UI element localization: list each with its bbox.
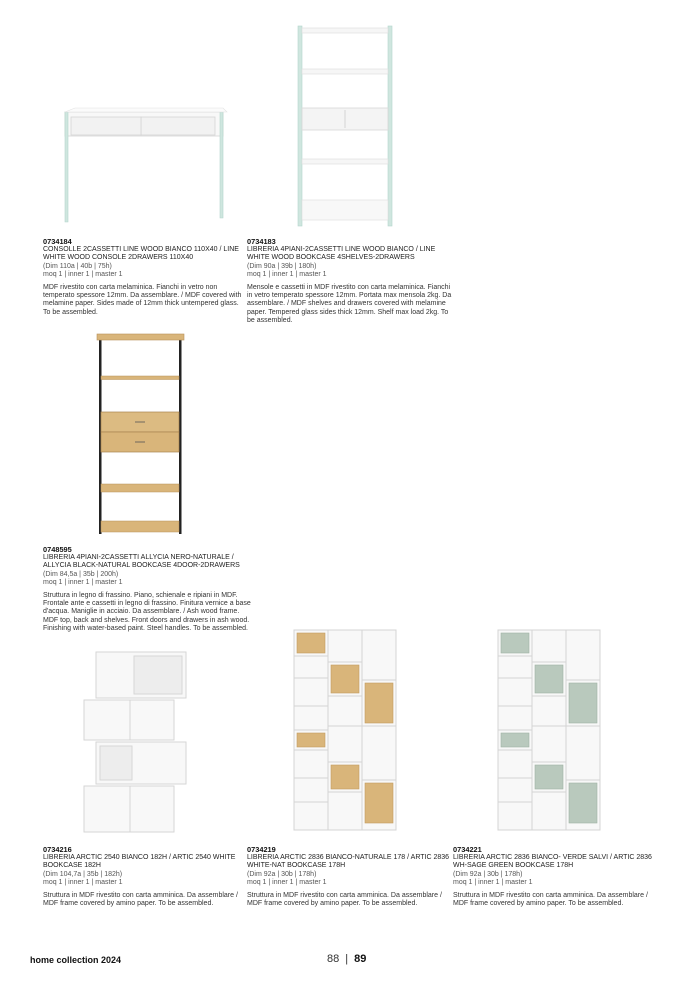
page-number-right: 89 xyxy=(354,953,367,965)
product-dimensions: (Dim 110a | 40b | 75h) xyxy=(43,262,112,270)
product-description: MDF rivestito con carta melaminica. Fianchi in vetro non temperato spessore 12mm. Da assemblare. / MDF covered with melamine paper. Sides made of 12mm thick untempered glass. To be assembled. xyxy=(43,284,242,316)
product-code: 0734183 xyxy=(247,237,276,246)
product-name: LIBRERIA 4PIANI-2CASSETTI LINE WOOD BIANCO / LINE WHITE WOOD BOOKCASE 4SHELVES-2DRAWERS xyxy=(247,246,436,262)
product-moq: moq 1 | inner 1 | master 1 xyxy=(43,878,123,886)
product-image-arctic-2540-white xyxy=(80,648,192,838)
product-code: 0734219 xyxy=(247,845,276,854)
product-name: LIBRERIA 4PIANI-2CASSETTI ALLYCIA NERO-NATURALE / ALLYCIA BLACK-NATURAL BOOKCASE 4DOOR-2DRAWERS xyxy=(43,554,240,570)
page-separator: | xyxy=(345,953,349,965)
page-numbers xyxy=(327,953,366,965)
product-image-console xyxy=(55,100,235,230)
product-moq: moq 1 | inner 1 | master 1 xyxy=(453,878,533,886)
product-image-allycia-bookcase xyxy=(95,332,187,538)
product-dimensions: (Dim 104,7a | 35b | 182h) xyxy=(43,870,123,878)
product-dimensions: (Dim 92a | 30b | 178h) xyxy=(247,870,317,878)
product-name: LIBRERIA ARCTIC 2836 BIANCO-NATURALE 178 / ARTIC 2836 WHITE-NAT BOOKCASE 178H xyxy=(247,854,450,870)
product-description: Mensole e cassetti in MDF rivestito con carta melaminica. Fianchi in vetro temperato spessore 12mm. Portata max mensola 2kg. Da assemblare. / MDF shelves and drawers covered with melamine paper. Tempered glass sides thick 12mm. Shelf max load 2kg. To be assembled. xyxy=(247,284,452,324)
product-dimensions: (Dim 92a | 30b | 178h) xyxy=(453,870,523,878)
product-moq: moq 1 | inner 1 | master 1 xyxy=(247,270,327,278)
product-image-arctic-2836-sage xyxy=(494,626,604,836)
product-name: LIBRERIA ARCTIC 2540 BIANCO 182H / ARTIC 2540 WHITE BOOKCASE 182H xyxy=(43,854,236,870)
product-moq: moq 1 | inner 1 | master 1 xyxy=(43,578,123,586)
product-code: 0734221 xyxy=(453,845,482,854)
product-description: Struttura in MDF rivestito con carta amminica. Da assemblare / MDF frame covered by amino paper. To be assembled. xyxy=(247,892,442,908)
product-image-arctic-2836-natural xyxy=(290,626,400,836)
product-dimensions: (Dim 90a | 39b | 180h) xyxy=(247,262,317,270)
product-code: 0734216 xyxy=(43,845,72,854)
product-name: CONSOLLE 2CASSETTI LINE WOOD BIANCO 110X40 / LINE WHITE WOOD CONSOLE 2DRAWERS 110X40 xyxy=(43,246,239,262)
product-description: Struttura in legno di frassino. Piano, schienale e ripiani in MDF. Frontale ante e cassetti in legno di frassino. Finitura vernice a base d'acqua. Maniglie in acciaio. Da assemblare. / Ash wood frame. MDF top, back and shelves. Front doors and drawers in ash wood. Finishing with water-based paint. Steel handles. To be assembled. xyxy=(43,592,251,632)
product-image-glass-bookcase xyxy=(292,22,402,232)
product-description: Struttura in MDF rivestito con carta amminica. Da assemblare / MDF frame covered by amino paper. To be assembled. xyxy=(43,892,238,908)
product-dimensions: (Dim 84,5a | 35b | 200h) xyxy=(43,570,119,578)
product-description: Struttura in MDF rivestito con carta amminica. Da assemblare / MDF frame covered by amino paper. To be assembled. xyxy=(453,892,648,908)
product-moq: moq 1 | inner 1 | master 1 xyxy=(247,878,327,886)
footer-collection-title: home collection 2024 xyxy=(30,955,122,965)
page-number-left: 88 xyxy=(327,953,340,965)
product-code: 0748595 xyxy=(43,545,72,554)
product-name: LIBRERIA ARCTIC 2836 BIANCO- VERDE SALVI / ARTIC 2836 WH-SAGE GREEN BOOKCASE 178H xyxy=(453,854,652,870)
product-moq: moq 1 | inner 1 | master 1 xyxy=(43,270,123,278)
product-code: 0734184 xyxy=(43,237,72,246)
